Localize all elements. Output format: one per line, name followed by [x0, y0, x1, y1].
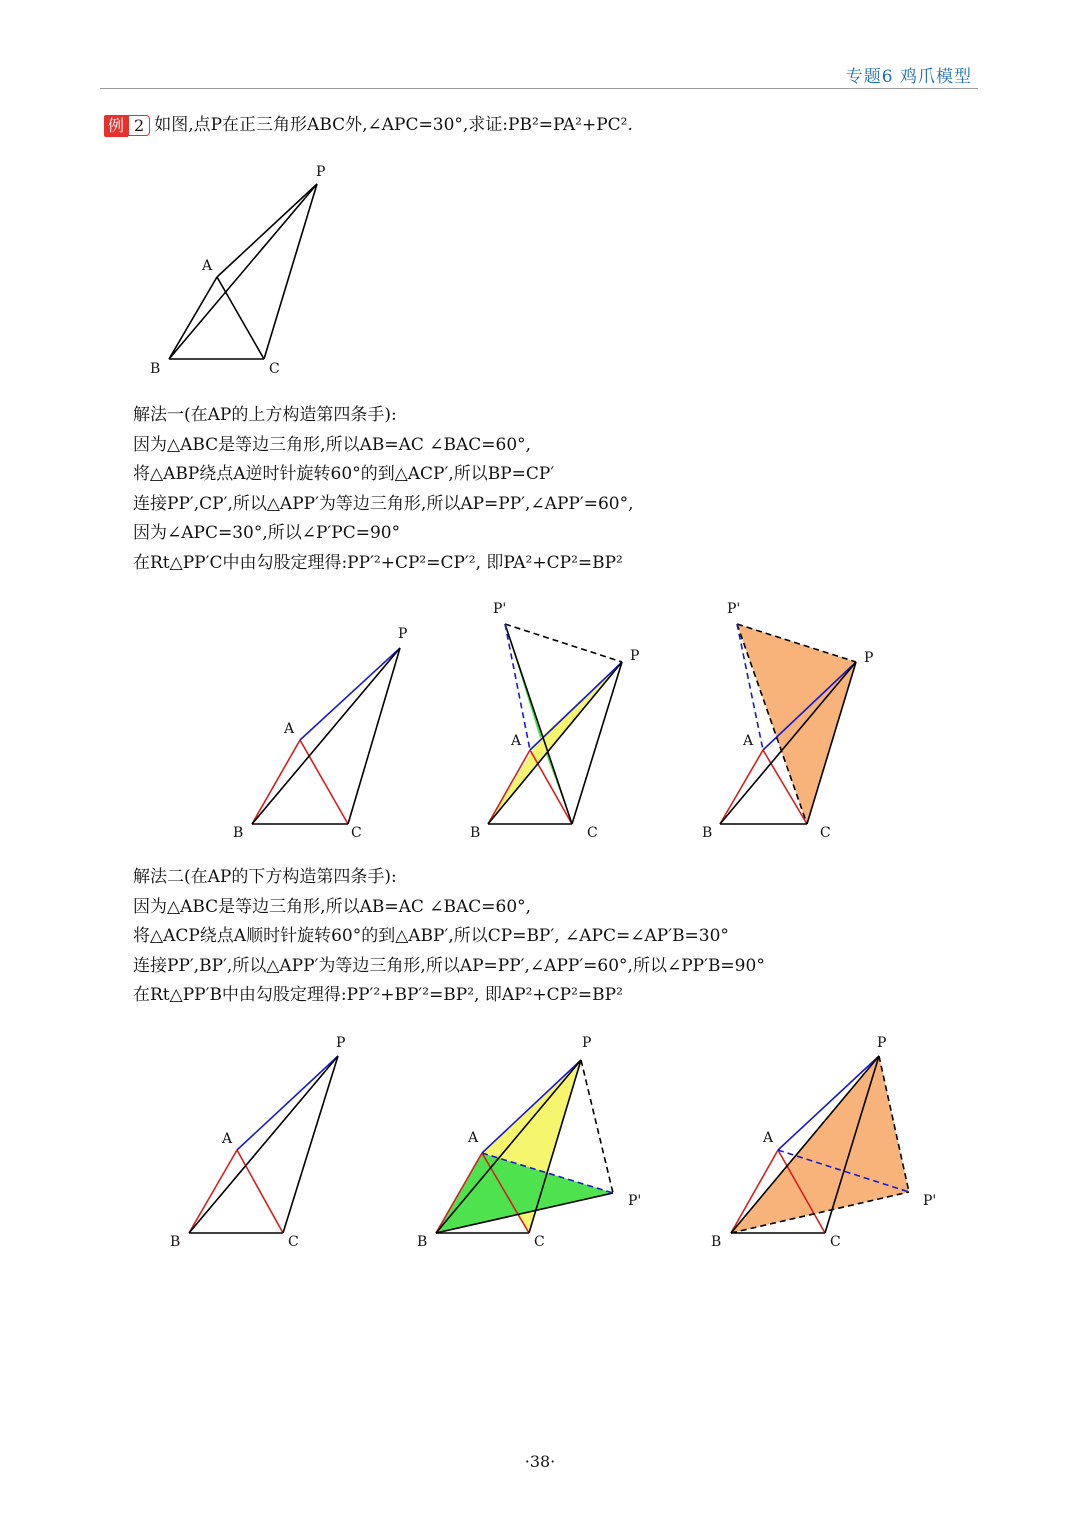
label-p: P: [864, 650, 874, 666]
label-c: C: [587, 825, 598, 841]
example-badge: 例: [104, 115, 128, 137]
label-c: C: [830, 1234, 841, 1250]
example-statement: [104, 110, 633, 137]
label-c: C: [820, 825, 831, 841]
label-p: P: [336, 1035, 346, 1051]
label-p: P: [877, 1035, 887, 1051]
label-c: C: [534, 1234, 545, 1250]
page-header: [100, 58, 978, 89]
label-p: P: [398, 626, 408, 642]
label-a: A: [511, 733, 522, 749]
example-text: 如图,点P在正三角形ABC外,∠APC=30°,求证:PB²=PA²+PC².: [154, 115, 633, 135]
label-b: B: [417, 1234, 428, 1250]
solution1-figure-3: [700, 600, 900, 845]
solution2-figure-2: [410, 1030, 660, 1255]
label-b: B: [711, 1234, 722, 1250]
label-p: P: [582, 1035, 592, 1051]
label-pp: P': [923, 1193, 937, 1209]
solution1-text: [133, 401, 633, 578]
label-a: A: [763, 1130, 774, 1146]
solution2-heading: 解法二(在AP的下方构造第四条手):: [133, 867, 397, 887]
label-a: A: [743, 733, 754, 749]
label-pp: P': [493, 601, 507, 617]
solution1-line: 因为∠APC=30°,所以∠P′PC=90°: [133, 523, 401, 543]
label-b: B: [233, 825, 244, 841]
label-b: B: [470, 825, 481, 841]
label-p: P: [316, 164, 326, 180]
example-number: 2: [128, 115, 150, 136]
solution2-figure-3: [705, 1030, 955, 1255]
solution2-line: 因为△ABC是等边三角形,所以AB=AC ∠BAC=60°,: [133, 896, 532, 917]
solution2-text: [133, 863, 765, 1011]
solution2-line: 连接PP′,BP′,所以△APP′为等边三角形,所以AP=PP′,∠APP′=60°,所以∠PP′B=90°: [133, 955, 765, 976]
label-b: B: [702, 825, 713, 841]
label-p: P: [630, 648, 640, 664]
label-a: A: [284, 721, 295, 737]
label-c: C: [288, 1234, 299, 1250]
solution2-line: 在Rt△PP′B中由勾股定理得:PP′²+BP′²=BP², 即AP²+CP²=BP²: [133, 985, 623, 1005]
label-a: A: [468, 1130, 479, 1146]
solution1-heading: 解法一(在AP的上方构造第四条手):: [133, 405, 397, 425]
label-pp: P': [628, 1193, 642, 1209]
label-c: C: [351, 825, 362, 841]
solution1-line: 连接PP′,CP′,所以△APP′为等边三角形,所以AP=PP′,∠APP′=60°,: [133, 493, 634, 514]
solution1-line: 将△ABP绕点A逆时针旋转60°的到△ACP′,所以BP=CP′: [133, 464, 555, 484]
solution1-line: 因为△ABC是等边三角形,所以AB=AC ∠BAC=60°,: [133, 434, 532, 455]
solution2-figure-1: [165, 1030, 365, 1255]
label-a: A: [202, 258, 213, 274]
solution1-figure-1: [230, 620, 430, 845]
label-b: B: [170, 1234, 181, 1250]
header-title: 专题6 鸡爪模型: [845, 67, 972, 87]
label-c: C: [269, 361, 280, 377]
solution1-figure-2: [465, 600, 665, 845]
label-b: B: [150, 361, 161, 377]
solution1-line: 在Rt△PP′C中由勾股定理得:PP′²+CP²=CP′², 即PA²+CP²=BP²: [133, 552, 623, 573]
label-a: A: [222, 1131, 233, 1147]
page-number: ·38·: [524, 1452, 556, 1471]
solution2-line: 将△ACP绕点A顺时针旋转60°的到△ABP′,所以CP=BP′, ∠APC=∠AP′B=30°: [133, 926, 729, 946]
label-pp: P': [727, 601, 741, 617]
main-figure: [140, 160, 360, 380]
